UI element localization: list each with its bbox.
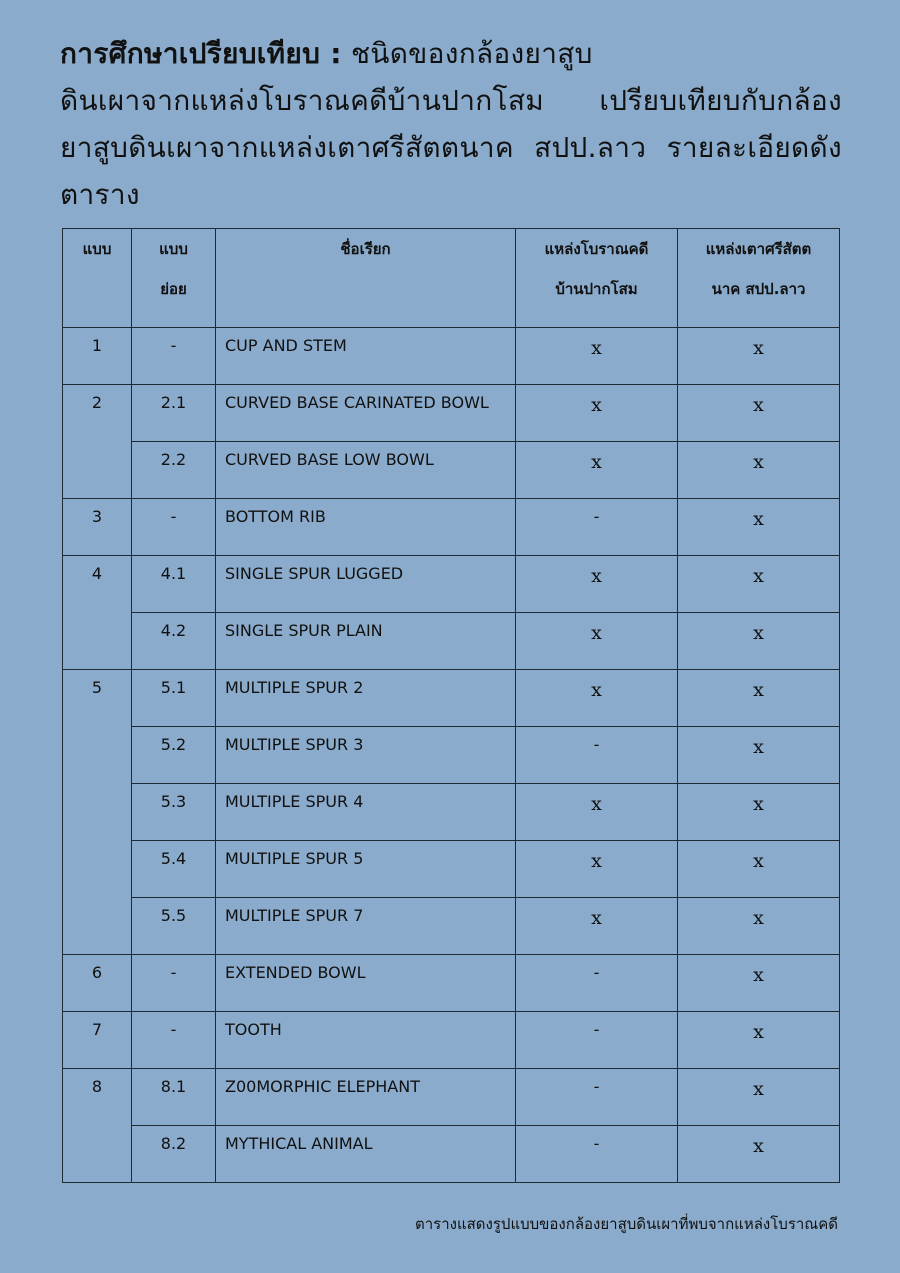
table-header-row (63, 229, 840, 328)
table-row (63, 1126, 840, 1183)
cell-site-b: x (678, 328, 840, 385)
cell-site-a: x (516, 670, 678, 727)
table-row (63, 613, 840, 670)
table-row (63, 784, 840, 841)
cell-site-a: x (516, 556, 678, 613)
cell-name: MULTIPLE SPUR 7 (216, 898, 516, 955)
cell-site-a: x (516, 328, 678, 385)
cell-name: CURVED BASE LOW BOWL (216, 442, 516, 499)
table-caption: ตารางแสดงรูปแบบของกล้องยาสูบดินเผาที่พบจากแหล่งโบราณคดี (415, 1215, 838, 1233)
intro-paragraph (60, 30, 842, 218)
cell-site-a: - (516, 955, 678, 1012)
cell-subtype: - (132, 328, 216, 385)
cell-site-a: - (516, 1069, 678, 1126)
table-row (63, 556, 840, 613)
cell-site-a: x (516, 613, 678, 670)
cell-subtype: - (132, 955, 216, 1012)
cell-subtype: - (132, 1012, 216, 1069)
table-row (63, 499, 840, 556)
cell-site-b: x (678, 670, 840, 727)
table-row (63, 841, 840, 898)
cell-type: 3 (63, 499, 132, 556)
cell-type: 1 (63, 328, 132, 385)
cell-name: MYTHICAL ANIMAL (216, 1126, 516, 1183)
cell-site-b: x (678, 1069, 840, 1126)
cell-name: BOTTOM RIB (216, 499, 516, 556)
cell-name: SINGLE SPUR PLAIN (216, 613, 516, 670)
cell-site-b: x (678, 442, 840, 499)
cell-site-a: x (516, 898, 678, 955)
table-row (63, 898, 840, 955)
cell-site-b: x (678, 1012, 840, 1069)
comparison-table (62, 228, 840, 1183)
intro-first-line-rest: ชนิดของกล้องยาสูบ (341, 37, 593, 70)
table-body (63, 328, 840, 1183)
cell-type: 7 (63, 1012, 132, 1069)
cell-site-a: x (516, 841, 678, 898)
cell-site-b: x (678, 499, 840, 556)
cell-site-b: x (678, 955, 840, 1012)
cell-site-a: - (516, 727, 678, 784)
cell-site-b: x (678, 841, 840, 898)
cell-name: Z00MORPHIC ELEPHANT (216, 1069, 516, 1126)
table-row (63, 670, 840, 727)
cell-type: 6 (63, 955, 132, 1012)
cell-name: CURVED BASE CARINATED BOWL (216, 385, 516, 442)
table-row (63, 955, 840, 1012)
cell-site-a: x (516, 442, 678, 499)
intro-first-line (60, 30, 842, 77)
header-site-b: แหล่งเตาศรีสัตต นาค สปป.ลาว (678, 229, 840, 328)
cell-site-b: x (678, 613, 840, 670)
cell-name: CUP AND STEM (216, 328, 516, 385)
cell-subtype: 5.4 (132, 841, 216, 898)
cell-subtype: 2.1 (132, 385, 216, 442)
table-row (63, 1069, 840, 1126)
table-row (63, 442, 840, 499)
header-name: ชื่อเรียก (216, 229, 516, 328)
cell-subtype: 2.2 (132, 442, 216, 499)
table-row (63, 328, 840, 385)
cell-subtype: 5.3 (132, 784, 216, 841)
header-type: แบบ (63, 229, 132, 328)
cell-subtype: 5.5 (132, 898, 216, 955)
cell-subtype: 8.2 (132, 1126, 216, 1183)
cell-name: EXTENDED BOWL (216, 955, 516, 1012)
cell-name: MULTIPLE SPUR 2 (216, 670, 516, 727)
cell-site-a: - (516, 1012, 678, 1069)
cell-subtype: 4.1 (132, 556, 216, 613)
cell-site-b: x (678, 784, 840, 841)
cell-subtype: - (132, 499, 216, 556)
cell-name: SINGLE SPUR LUGGED (216, 556, 516, 613)
cell-type: 5 (63, 670, 132, 955)
cell-name: MULTIPLE SPUR 3 (216, 727, 516, 784)
table-row (63, 1012, 840, 1069)
cell-site-a: x (516, 784, 678, 841)
cell-site-b: x (678, 727, 840, 784)
header-site-a: แหล่งโบราณคดี บ้านปากโสม (516, 229, 678, 328)
cell-site-b: x (678, 385, 840, 442)
cell-subtype: 8.1 (132, 1069, 216, 1126)
intro-body: ดินเผาจากแหล่งโบราณคดีบ้านปากโสม เปรียบเทียบกับกล้องยาสูบดินเผาจากแหล่งเตาศรีสัตตนาค สปป.ลาว รายละเอียดดังตาราง (60, 84, 842, 211)
cell-type: 4 (63, 556, 132, 670)
cell-type: 2 (63, 385, 132, 499)
cell-subtype: 4.2 (132, 613, 216, 670)
table-row (63, 385, 840, 442)
cell-name: TOOTH (216, 1012, 516, 1069)
cell-site-b: x (678, 898, 840, 955)
cell-site-b: x (678, 1126, 840, 1183)
cell-site-b: x (678, 556, 840, 613)
cell-site-a: - (516, 499, 678, 556)
cell-site-a: - (516, 1126, 678, 1183)
cell-name: MULTIPLE SPUR 5 (216, 841, 516, 898)
cell-subtype: 5.1 (132, 670, 216, 727)
cell-type: 8 (63, 1069, 132, 1183)
table-row (63, 727, 840, 784)
intro-bold-title: การศึกษาเปรียบเทียบ : (60, 37, 342, 70)
cell-name: MULTIPLE SPUR 4 (216, 784, 516, 841)
cell-site-a: x (516, 385, 678, 442)
cell-subtype: 5.2 (132, 727, 216, 784)
header-subtype: แบบ ย่อย (132, 229, 216, 328)
